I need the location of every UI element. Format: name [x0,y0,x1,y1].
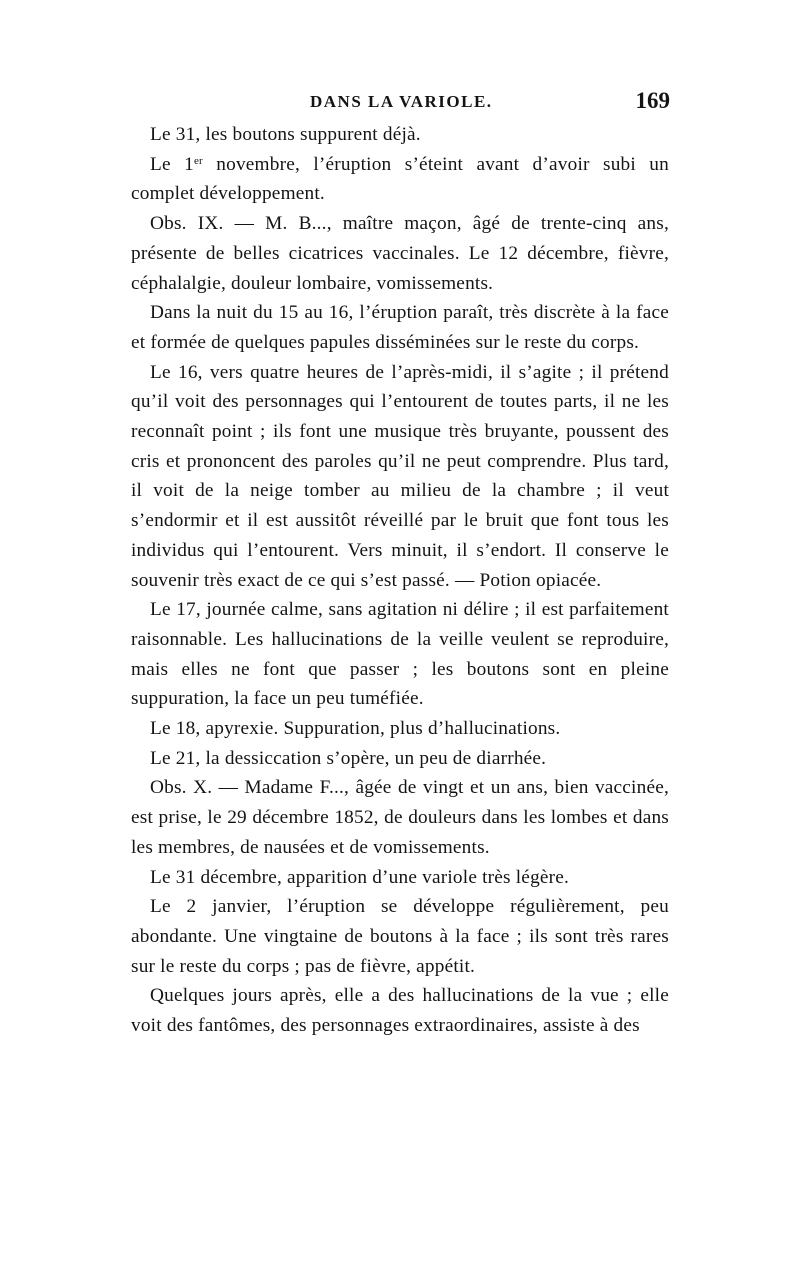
paragraph: Obs. IX. — M. B..., maître maçon, âgé de trente-cinq ans, présente de belles cicatrices vaccinales. Le 12 décembre, fièvre, céphalalgie, douleur lombaire, vomissements. [131,213,669,294]
paragraph: Le 16, vers quatre heures de l’après-midi, il s’agite ; il prétend qu’il voit des personnages qui l’entourent de toutes parts, il ne les reconnaît point ; ils font une musique très bruyante, poussent des cris et prononcent des paroles qu’il ne peut comprendre. Plus tard, il voit de la neige tomber au milieu de la chambre ; il veut s’endormir et il est aussitôt réveillé par le bruit que font tous les individus qui l’entourent. Vers minuit, il s’endort. Il conserve le souvenir très exact de ce qui s’est passé. — Potion opiacée. [131,361,669,591]
paragraph: Le 17, journée calme, sans agitation ni délire ; il est parfaitement raisonnable. Les hallucinations de la veille veulent se reproduire, mais elles ne font que passer ; les boutons sont en pleine suppuration, la face un peu tuméfiée. [131,599,669,710]
paragraph: Obs. X. — Madame F..., âgée de vingt et un ans, bien vaccinée, est prise, le 29 décembre 1852, de douleurs dans les lombes et dans les membres, de nausées et de vomissements. [131,777,669,858]
paragraph: Le 31, les boutons suppurent déjà. [150,124,421,145]
ordinal-superscript: er [193,154,203,167]
running-title: DANS LA VARIOLE. [310,92,493,111]
page-number: 169 [635,88,670,113]
paragraph: Le 2 janvier, l’éruption se développe régulièrement, peu abondante. Une vingtaine de boutons à la face ; ils sont très rares sur le reste du corps ; pas de fièvre, appétit. [131,896,669,977]
body-text [131,120,669,1041]
paragraph: Quelques jours après, elle a des hallucinations de la vue ; elle voit des fantômes, des personnages extraordinaires, assiste à des [131,985,669,1037]
paragraph: Le 31 décembre, apparition d’une variole très légère. [150,866,570,888]
paragraph: Le 18, apyrexie. Suppuration, plus d’hallucinations. [150,718,561,740]
running-head [130,88,670,118]
paragraph-text: novembre, l’éruption s’éteint avant d’avoir subi un complet développement. [131,153,669,205]
paragraph: Le 21, la dessiccation s’opère, un peu de diarrhée. [150,747,547,769]
paragraph: Dans la nuit du 15 au 16, l’éruption paraît, très discrète à la face et formée de quelques papules disséminées sur le reste du corps. [131,302,669,353]
date-prefix: Le 1 [150,153,194,175]
paragraph [131,150,669,209]
